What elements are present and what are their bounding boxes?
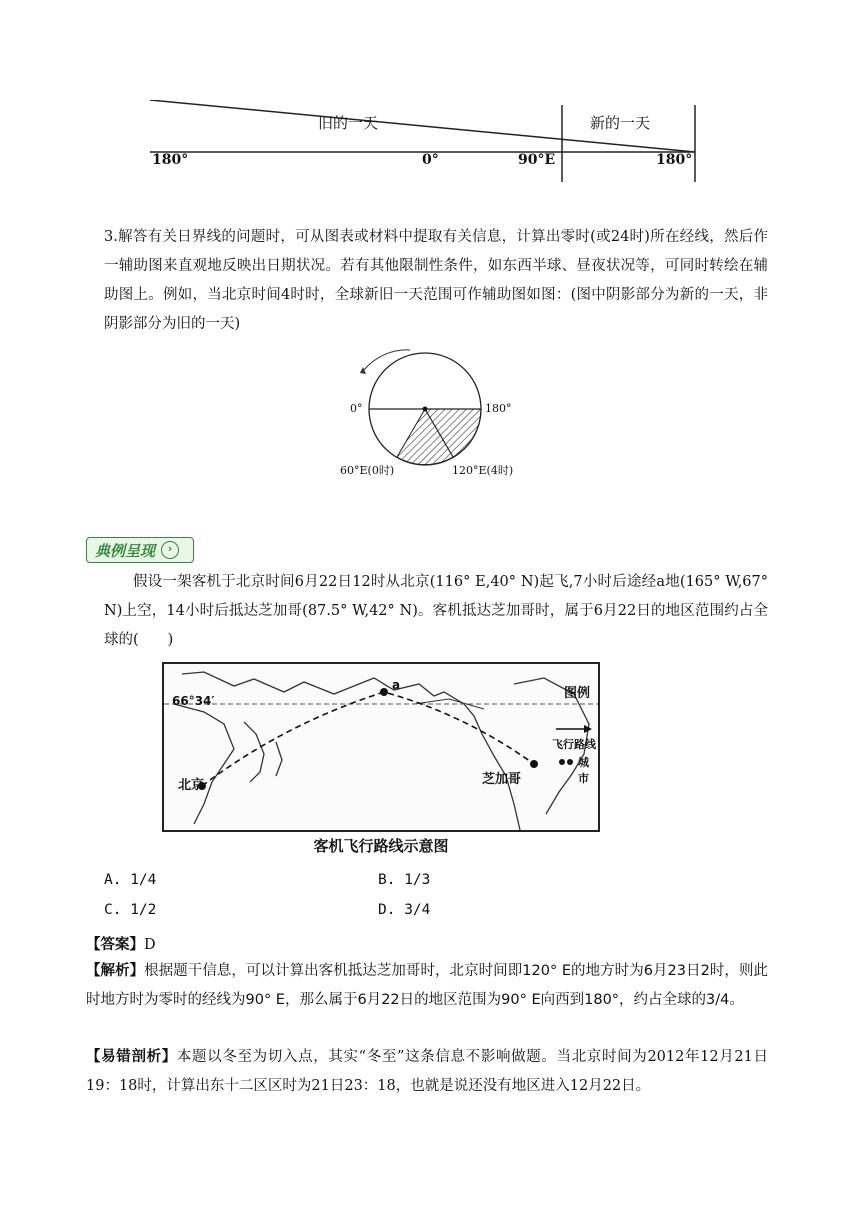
option-b: B. 1/3 <box>378 872 431 888</box>
error-analysis-label: 【易错剖析】 <box>86 1048 177 1065</box>
city-label-beijing: 北京 <box>178 778 205 793</box>
legend-city-label: 城市 <box>578 756 589 785</box>
answer-line <box>86 930 156 960</box>
flight-route-map <box>162 662 600 832</box>
analysis-label: 【解析】 <box>86 963 145 979</box>
error-analysis-paragraph <box>86 1042 768 1101</box>
tick-label: 180° <box>152 152 189 168</box>
example-badge <box>86 537 194 563</box>
analysis-paragraph <box>86 957 768 1015</box>
option-c: C. 1/2 <box>104 902 157 918</box>
coastline <box>174 704 234 824</box>
map-title: 客机飞行路线示意图 <box>313 837 449 855</box>
chevron-right-icon: › <box>161 541 179 559</box>
answer-label: 【答案】 <box>86 936 144 953</box>
tick-label: 180° <box>656 152 693 168</box>
tick-label: 90°E <box>518 152 556 168</box>
coastline <box>276 742 282 776</box>
tick-label: 0° <box>422 152 439 168</box>
pole-dot <box>423 407 428 412</box>
option-d: D. 3/4 <box>378 902 431 918</box>
new-day-label: 新的一天 <box>590 114 651 132</box>
point-a-label: a <box>392 678 401 692</box>
city-dot-chicago <box>530 760 538 768</box>
city-label-chicago: 芝加哥 <box>482 772 522 787</box>
coastline <box>244 722 264 782</box>
legend-title: 图例 <box>564 686 591 701</box>
error-analysis-text: 本题以冬至为切入点，其实“冬至”这条信息不影响做题。当北京时间为2012年12月21日19：18时，计算出东十二区区时为21日23：18，也就是说还没有地区进入12月22日。 <box>86 1049 768 1094</box>
option-a: A. 1/4 <box>104 872 157 888</box>
legend-route-label: 飞行路线 <box>552 738 596 751</box>
date-timeline-figure <box>140 100 710 190</box>
legend-city-dot <box>559 759 565 765</box>
lat-label: 66°34′ <box>172 694 215 708</box>
circle-label-0: 0° <box>350 402 363 415</box>
analysis-text: 根据题干信息，可以计算出客机抵达芝加哥时，北京时间即120° E的地方时为6月23日2时，则此时地方时为零时的经线为90° E，那么属于6月22日的地区范围为90° E向西到180°，约占全球的3/4。 <box>86 963 768 1008</box>
question-text: 假设一架客机于北京时间6月22日12时从北京(116° E,40° N)起飞,7小时后途经a地(165° W,67° N)上空，14小时后抵达芝加哥(87.5° W,42° N)。客机抵达芝加哥时，属于6月22日的地区范围约占全球的( ) <box>104 574 768 648</box>
circle-label-120e: 120°E(4时) <box>452 464 514 477</box>
point-a-dot <box>380 688 388 696</box>
old-day-label: 旧的一天 <box>318 114 379 132</box>
example-badge-label: 典例呈现 <box>95 541 156 560</box>
circle-diagram <box>330 340 530 480</box>
answer-value: D <box>144 937 156 953</box>
circle-label-180: 180° <box>485 402 512 415</box>
map-svg <box>164 664 598 830</box>
circle-label-60e: 60°E(0时) <box>340 464 395 477</box>
section-3-paragraph: 3.解答有关日界线的问题时，可从图表或材料中提取有关信息，计算出零时(或24时)所在经线，然后作一辅助图来直观地反映出日期状况。若有其他限制性条件，如东西半球、昼夜状况等，可同时转绘在辅助图上。例如，当北京时间4时时，全球新旧一天范围可作辅助图如图：(图中阴影部分为新的一天，非阴影部分为旧的一天) <box>104 229 768 332</box>
